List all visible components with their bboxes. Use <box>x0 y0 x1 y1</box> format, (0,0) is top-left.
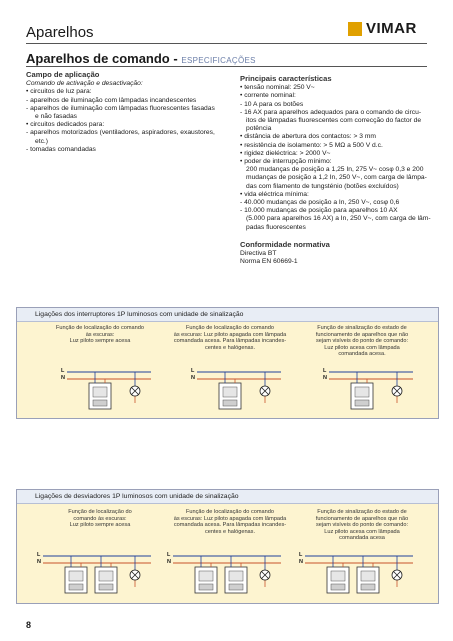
line-label: N <box>191 375 195 381</box>
list-item: padas fluorescentes <box>246 223 306 231</box>
page-subtitle <box>26 51 256 66</box>
caption-line: centes e halógenas. <box>204 528 256 535</box>
list-item: • rigidez dieléctrica: > 2000 V~ <box>240 149 331 157</box>
caption-line: Luz piloto acesa com lâmpada <box>324 344 400 351</box>
characteristics-heading: Principais características <box>240 74 332 83</box>
line-label: N <box>167 559 171 565</box>
wiring-diagram <box>329 369 417 413</box>
brand-logo: VIMAR <box>366 20 417 37</box>
conformity-heading: Conformidade normativa <box>240 239 330 249</box>
line-label: N <box>37 559 41 565</box>
application-intro: Comando de activação e desactivação: <box>26 80 143 88</box>
list-item: potência <box>246 125 272 133</box>
line-label: L <box>191 368 195 374</box>
diagram-caption <box>37 509 163 529</box>
list-item: • resistência de isolamento: > 5 MΩ a 500 V d.c. <box>240 141 383 149</box>
line-label: L <box>37 552 41 558</box>
signal-unit-icon <box>331 584 345 590</box>
caption-line: Luz piloto acesa com lâmpada <box>324 528 400 535</box>
caption-line: Função de localização do comando <box>55 325 144 331</box>
caption-line: Função de localização do comando <box>185 509 274 515</box>
list-item: e não fasadas <box>35 113 78 121</box>
list-item: - aparelhos motorizados (ventiladores, aspiradores, exaustores, <box>26 129 215 137</box>
switch-rocker-icon <box>229 571 243 581</box>
list-item: • circuitos dedicados para: <box>26 121 105 129</box>
list-item: - tomadas comandadas <box>26 145 96 153</box>
line-label: L <box>167 552 171 558</box>
switch-rocker-icon <box>361 571 375 581</box>
line-label: L <box>299 552 303 558</box>
section-title: Aparelhos <box>26 24 94 41</box>
signal-unit-icon <box>93 400 107 406</box>
list-item: 200 mudanças de posição a 1,25 In, 275 V~ cosφ 0,3 e 200 <box>246 166 424 174</box>
list-item: • tensão nominal: 250 V~ <box>240 84 315 92</box>
caption-line: funcionamento de aparelhos que não <box>315 515 409 522</box>
caption-line: Função de sinalização do estado de <box>317 325 407 331</box>
caption-line: centes e halógenas. <box>204 344 256 351</box>
wiring-diagram <box>67 369 155 413</box>
list-item: etc.) <box>35 137 49 145</box>
application-field-column <box>26 71 231 154</box>
diagram-caption <box>37 325 163 345</box>
page-number: 8 <box>26 620 32 630</box>
vimar-logo-icon <box>348 22 362 36</box>
panel-title: Ligações dos interruptores 1P luminosos com unidade de sinalização <box>17 308 438 322</box>
line-label: L <box>61 368 65 374</box>
caption-line: comando às escuras: <box>73 515 127 522</box>
list-item: - 16 AX para aparelhos adequados para o comando de circu- <box>240 108 422 116</box>
caption-line: Luz piloto sempre acesa <box>69 522 131 529</box>
wiring-diagram <box>43 553 155 597</box>
list-item: (5.000 para aparelhos 16 AX) a In, 250 V~, com carga de lâm- <box>246 215 431 223</box>
diagram-caption <box>299 509 425 542</box>
diagram-caption <box>167 509 293 535</box>
list-item: • corrente nominal: <box>240 92 296 100</box>
signal-unit-icon <box>361 584 375 590</box>
caption-line: Função de localização do <box>68 509 132 515</box>
conformity-item: Directiva BT <box>240 250 277 258</box>
switch-rocker-icon <box>355 387 369 397</box>
wiring-diagram <box>305 553 417 597</box>
caption-line: às escuras: Luz piloto apagada com lâmpada <box>173 515 287 522</box>
caption-line: comandada acesa <box>339 535 385 542</box>
caption-line: Função de sinalização do estado de <box>317 509 407 515</box>
list-item: - 10.000 mudanças de posição para aparelhos 10 AX <box>240 207 398 215</box>
subtitle-divider <box>26 66 427 67</box>
wiring-diagram <box>197 369 285 413</box>
caption-line: comandada acesa. <box>338 351 386 358</box>
signal-unit-icon <box>99 584 113 590</box>
switch-rocker-icon <box>99 571 113 581</box>
signal-unit-icon <box>199 584 213 590</box>
list-item: • poder de interrupção mínimo: <box>240 158 332 166</box>
switch-rocker-icon <box>69 571 83 581</box>
caption-line: às escuras: <box>85 331 115 338</box>
switch-rocker-icon <box>223 387 237 397</box>
list-item: • distância de abertura dos contactos: > 3 mm <box>240 133 376 141</box>
caption-line: comandada acesa. Para lâmpadas incandes- <box>173 338 287 345</box>
panel-diverter-wiring <box>16 489 439 604</box>
list-item: mudanças de posição a 1,2 In, 250 V~, com carga de lâmpa- <box>246 174 427 182</box>
signal-unit-icon <box>355 400 369 406</box>
caption-line: funcionamento de aparelhos que não <box>315 331 409 338</box>
subtitle-main: Aparelhos de comando - <box>26 51 178 66</box>
switch-rocker-icon <box>93 387 107 397</box>
characteristics-list <box>240 84 440 232</box>
line-label: N <box>323 375 327 381</box>
list-item: itos de lâmpadas fluorescentes com correcção do factor de <box>246 117 422 125</box>
panel-title: Ligações de desviadores 1P luminosos com unidade de sinalização <box>17 490 438 504</box>
list-item: - aparelhos de iluminação com lâmpadas incandescentes <box>26 96 197 104</box>
signal-unit-icon <box>69 584 83 590</box>
diagram-caption <box>167 325 293 351</box>
wiring-diagram <box>173 553 285 597</box>
subtitle-suffix: ESPECIFICAÇÕES <box>181 56 256 65</box>
line-label: N <box>299 559 303 565</box>
caption-line: às escuras: Luz piloto apagada com lâmpada <box>173 331 287 338</box>
list-item: - 10 A para os botões <box>240 100 304 108</box>
caption-line: Função de localização do comando <box>185 325 274 331</box>
line-label: N <box>61 375 65 381</box>
signal-unit-icon <box>229 584 243 590</box>
caption-line: sejam visíveis do ponto de comando: <box>315 338 409 345</box>
caption-line: comandada acesa. Para lâmpadas incandes- <box>173 522 287 529</box>
signal-unit-icon <box>223 400 237 406</box>
characteristics-column <box>240 75 440 266</box>
list-item: das com filamento de tungsténio (botões excluídos) <box>246 182 399 190</box>
switch-rocker-icon <box>199 571 213 581</box>
application-list <box>26 88 231 154</box>
switch-rocker-icon <box>331 571 345 581</box>
conformity-item: Norma EN 60669-1 <box>240 258 298 266</box>
header-divider <box>26 43 427 44</box>
line-label: L <box>323 368 327 374</box>
conformity-list <box>240 250 440 266</box>
caption-line: sejam visíveis do ponto de comando: <box>315 522 409 529</box>
panel-switch-wiring <box>16 307 439 419</box>
caption-line: Luz piloto sempre acesa <box>69 338 131 345</box>
list-item: - aparelhos de iluminação com lâmpadas fluorescentes fasadas <box>26 104 215 112</box>
list-item: • circuitos de luz para: <box>26 88 92 96</box>
list-item: • vida eléctrica mínima: <box>240 190 309 198</box>
diagram-caption <box>299 325 425 358</box>
list-item: - 40.000 mudanças de posição a In, 250 V~, cosφ 0,6 <box>240 199 400 207</box>
application-heading: Campo de aplicação <box>26 70 100 79</box>
